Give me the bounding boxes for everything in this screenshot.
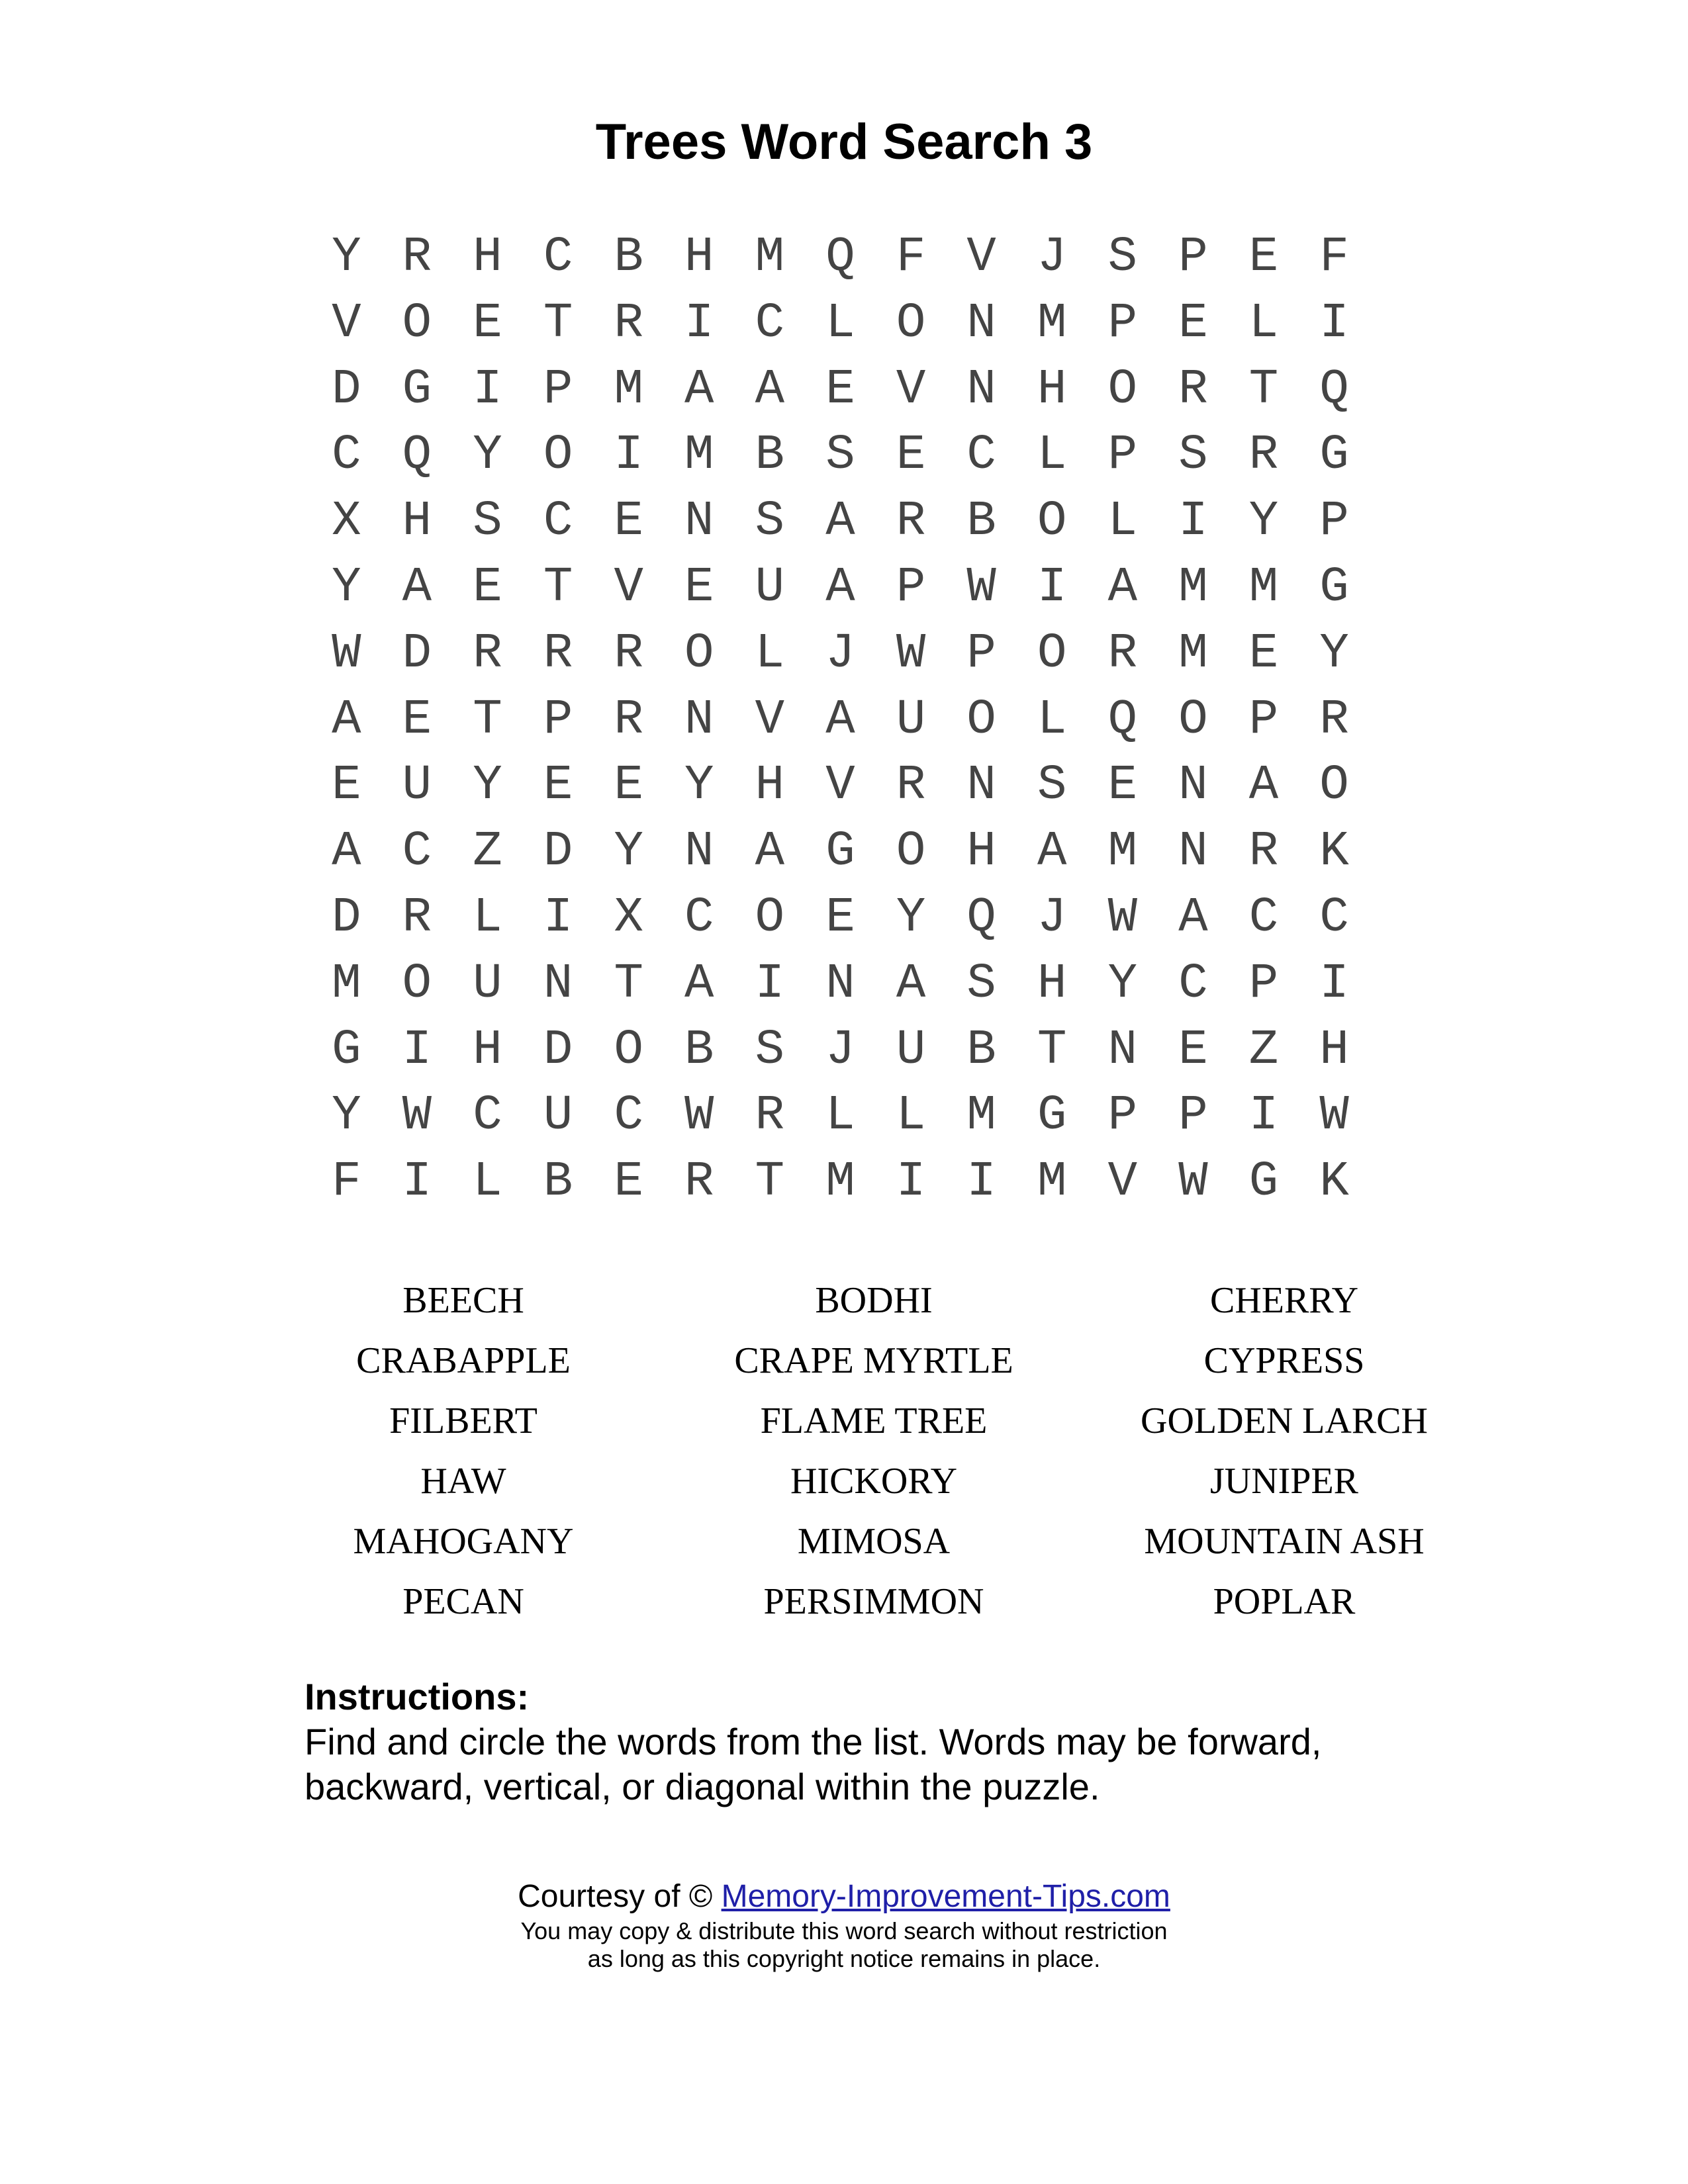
- grid-letter: L: [1037, 692, 1067, 748]
- grid-letter: O: [1319, 758, 1349, 814]
- grid-letter: O: [755, 889, 785, 946]
- grid-letter: W: [1319, 1088, 1349, 1144]
- grid-letter: O: [1037, 494, 1067, 550]
- word-list-item: HICKORY: [790, 1461, 958, 1502]
- grid-letter: D: [543, 1022, 573, 1078]
- grid-letter: E: [825, 889, 855, 946]
- grid-letter: S: [825, 428, 855, 484]
- grid-letter: P: [1178, 230, 1208, 285]
- grid-letter: M: [614, 361, 643, 418]
- grid-letter: Y: [614, 824, 643, 880]
- courtesy-prefix: Courtesy of ©: [518, 1879, 722, 1914]
- grid-letter: T: [543, 559, 573, 615]
- grid-letter: P: [1107, 295, 1138, 351]
- grid-letter: E: [402, 692, 432, 748]
- word-list-item: FLAME TREE: [760, 1400, 988, 1441]
- grid-letter: W: [684, 1088, 714, 1144]
- grid-letter: K: [1319, 824, 1349, 880]
- grid-letter: V: [1107, 1154, 1138, 1210]
- grid-letter: A: [1037, 824, 1067, 880]
- grid-letter: A: [825, 559, 855, 615]
- grid-letter: C: [1319, 889, 1349, 946]
- grid-letter: Y: [1319, 625, 1349, 682]
- grid-letter: I: [614, 428, 643, 484]
- grid-letter: A: [755, 824, 785, 880]
- grid-letter: L: [755, 625, 785, 682]
- grid-letter: T: [543, 295, 573, 351]
- grid-letter: Z: [1248, 1022, 1279, 1078]
- grid-letter: M: [1178, 625, 1208, 682]
- grid-letter: Y: [1107, 956, 1138, 1012]
- grid-letter: C: [332, 428, 361, 484]
- grid-letter: O: [896, 295, 926, 351]
- grid-letter: R: [1248, 428, 1279, 484]
- grid-letter: N: [543, 956, 573, 1012]
- word-list-item: CHERRY: [1209, 1280, 1359, 1321]
- grid-letter: P: [1107, 428, 1138, 484]
- grid-letter: Y: [896, 889, 926, 946]
- word-list-item: MOUNTAIN ASH: [1144, 1521, 1425, 1562]
- grid-letter: A: [825, 692, 855, 748]
- grid-letter: S: [1107, 230, 1138, 285]
- grid-letter: N: [825, 956, 855, 1012]
- grid-letter: R: [1248, 824, 1279, 880]
- grid-letter: Y: [473, 758, 502, 814]
- grid-letter: C: [402, 824, 432, 880]
- grid-letter: L: [473, 1154, 502, 1210]
- grid-letter: O: [896, 824, 926, 880]
- grid-letter: P: [1248, 692, 1279, 748]
- grid-letter: B: [614, 230, 643, 285]
- word-list-item: CRAPE MYRTLE: [734, 1340, 1013, 1381]
- grid-letter: U: [755, 559, 785, 615]
- instructions-body: Find and circle the words from the list. Words may be forward, backward, vertical, or diagonal within the puzzle.: [305, 1721, 1322, 1807]
- grid-letter: D: [543, 824, 573, 880]
- grid-letter: H: [966, 824, 996, 880]
- grid-letter: G: [332, 1022, 361, 1078]
- word-list-item: JUNIPER: [1209, 1461, 1359, 1502]
- grid-letter: I: [1037, 559, 1067, 615]
- grid-letter: R: [614, 692, 643, 748]
- grid-letter: H: [1037, 361, 1067, 418]
- grid-letter: T: [614, 956, 643, 1012]
- grid-letter: N: [966, 295, 996, 351]
- grid-letter: S: [1037, 758, 1067, 814]
- grid-letter: P: [966, 625, 996, 682]
- grid-letter: Y: [473, 428, 502, 484]
- grid-letter: V: [755, 692, 785, 748]
- grid-letter: L: [1248, 295, 1279, 351]
- grid-letter: W: [966, 559, 996, 615]
- grid-letter: W: [1107, 889, 1138, 946]
- grid-letter: G: [1037, 1088, 1067, 1144]
- grid-letter: N: [684, 824, 714, 880]
- grid-letter: Q: [1319, 361, 1349, 418]
- grid-letter: N: [966, 758, 996, 814]
- grid-letter: A: [896, 956, 926, 1012]
- grid-letter: O: [684, 625, 714, 682]
- grid-letter: C: [755, 295, 785, 351]
- grid-letter: I: [543, 889, 573, 946]
- grid-letter: B: [543, 1154, 573, 1210]
- grid-letter: R: [402, 230, 432, 285]
- grid-letter: M: [825, 1154, 855, 1210]
- grid-letter: P: [543, 692, 573, 748]
- grid-letter: H: [1319, 1022, 1349, 1078]
- grid-letter: H: [755, 758, 785, 814]
- grid-letter: R: [614, 625, 643, 682]
- grid-letter: E: [614, 758, 643, 814]
- grid-letter: D: [402, 625, 432, 682]
- grid-letter: F: [896, 230, 926, 285]
- grid-letter: C: [614, 1088, 643, 1144]
- grid-letter: O: [1037, 625, 1067, 682]
- grid-letter: T: [1037, 1022, 1067, 1078]
- grid-letter: Q: [966, 889, 996, 946]
- grid-letter: A: [1248, 758, 1279, 814]
- grid-letter: A: [684, 956, 714, 1012]
- grid-letter: O: [543, 428, 573, 484]
- copyright-notice-line-2: as long as this copyright notice remains in place.: [587, 1945, 1101, 1972]
- grid-letter: K: [1319, 1154, 1349, 1210]
- grid-letter: P: [1178, 1088, 1208, 1144]
- grid-letter: A: [402, 559, 432, 615]
- word-list-item: PECAN: [402, 1581, 524, 1622]
- grid-letter: S: [755, 1022, 785, 1078]
- grid-letter: N: [684, 692, 714, 748]
- grid-letter: A: [1178, 889, 1208, 946]
- grid-letter: X: [614, 889, 643, 946]
- grid-letter: U: [473, 956, 502, 1012]
- grid-letter: O: [402, 956, 432, 1012]
- grid-letter: M: [1037, 295, 1067, 351]
- grid-letter: O: [402, 295, 432, 351]
- grid-letter: R: [402, 889, 432, 946]
- grid-letter: Z: [473, 824, 502, 880]
- word-list-item: HAW: [420, 1461, 506, 1502]
- grid-letter: S: [473, 494, 502, 550]
- grid-letter: W: [402, 1088, 432, 1144]
- word-list-item: CYPRESS: [1203, 1340, 1365, 1381]
- grid-letter: R: [473, 625, 502, 682]
- grid-letter: L: [1037, 428, 1067, 484]
- grid-letter: C: [1178, 956, 1208, 1012]
- grid-letter: S: [755, 494, 785, 550]
- word-list-item: GOLDEN LARCH: [1141, 1400, 1428, 1441]
- word-list-item: POPLAR: [1213, 1581, 1356, 1622]
- word-list-item: MIMOSA: [797, 1521, 951, 1562]
- grid-letter: U: [402, 758, 432, 814]
- grid-letter: I: [473, 361, 502, 418]
- copyright-notice-line-1: You may copy & distribute this word search without restriction: [520, 1917, 1168, 1944]
- grid-letter: B: [755, 428, 785, 484]
- grid-letter: N: [1107, 1022, 1138, 1078]
- grid-letter: A: [332, 824, 361, 880]
- grid-letter: P: [543, 361, 573, 418]
- grid-letter: R: [896, 758, 926, 814]
- grid-letter: V: [966, 230, 996, 285]
- grid-letter: A: [825, 494, 855, 550]
- grid-letter: T: [755, 1154, 785, 1210]
- grid-letter: G: [1319, 559, 1349, 615]
- grid-letter: H: [402, 494, 432, 550]
- grid-letter: H: [1037, 956, 1067, 1012]
- grid-letter: E: [1178, 1022, 1208, 1078]
- word-search-grid: [311, 225, 1370, 1216]
- grid-letter: Q: [402, 428, 432, 484]
- grid-letter: M: [1037, 1154, 1067, 1210]
- grid-letter: M: [332, 956, 361, 1012]
- instructions: [305, 1674, 1430, 1809]
- grid-letter: H: [684, 230, 714, 285]
- grid-letter: N: [1178, 824, 1208, 880]
- grid-letter: I: [684, 295, 714, 351]
- word-list-item: BEECH: [402, 1280, 524, 1321]
- grid-letter: V: [614, 559, 643, 615]
- grid-letter: I: [1248, 1088, 1279, 1144]
- grid-letter: C: [1248, 889, 1279, 946]
- grid-letter: Q: [1107, 692, 1138, 748]
- grid-letter: G: [1248, 1154, 1279, 1210]
- grid-letter: S: [966, 956, 996, 1012]
- grid-letter: I: [1178, 494, 1208, 550]
- word-list-item: MAHOGANY: [353, 1521, 574, 1562]
- grid-letter: P: [1319, 494, 1349, 550]
- grid-letter: C: [684, 889, 714, 946]
- grid-letter: M: [1178, 559, 1208, 615]
- word-list-item: PERSIMMON: [763, 1581, 984, 1622]
- grid-letter: L: [1107, 494, 1138, 550]
- grid-letter: Y: [1248, 494, 1279, 550]
- grid-letter: E: [1107, 758, 1138, 814]
- grid-letter: O: [966, 692, 996, 748]
- grid-letter: R: [1107, 625, 1138, 682]
- grid-letter: D: [332, 361, 361, 418]
- site-link[interactable]: Memory-Improvement-Tips.com: [721, 1879, 1170, 1914]
- grid-letter: E: [684, 559, 714, 615]
- grid-letter: E: [473, 295, 502, 351]
- grid-letter: V: [332, 295, 361, 351]
- grid-letter: O: [614, 1022, 643, 1078]
- grid-letter: T: [1248, 361, 1279, 418]
- grid-letter: I: [402, 1022, 432, 1078]
- grid-letter: A: [332, 692, 361, 748]
- grid-letter: B: [966, 1022, 996, 1078]
- grid-letter: E: [896, 428, 926, 484]
- grid-letter: X: [332, 494, 361, 550]
- grid-letter: C: [543, 230, 573, 285]
- grid-letter: R: [1178, 361, 1208, 418]
- grid-letter: Y: [332, 559, 361, 615]
- grid-letter: O: [1107, 361, 1138, 418]
- grid-letter: V: [896, 361, 926, 418]
- grid-letter: L: [825, 1088, 855, 1144]
- grid-letter: R: [896, 494, 926, 550]
- grid-letter: E: [473, 559, 502, 615]
- grid-letter: W: [896, 625, 926, 682]
- instructions-heading: Instructions:: [305, 1676, 530, 1717]
- word-list-item: BODHI: [815, 1280, 933, 1321]
- grid-letter: B: [684, 1022, 714, 1078]
- courtesy-line: [0, 1876, 1688, 1917]
- grid-letter: P: [1248, 956, 1279, 1012]
- grid-letter: E: [1178, 295, 1208, 351]
- grid-letter: F: [332, 1154, 361, 1210]
- grid-letter: E: [614, 494, 643, 550]
- grid-letter: H: [473, 230, 502, 285]
- grid-letter: J: [825, 625, 855, 682]
- grid-letter: U: [896, 1022, 926, 1078]
- grid-letter: I: [755, 956, 785, 1012]
- grid-letter: G: [402, 361, 432, 418]
- grid-letter: J: [1037, 230, 1067, 285]
- grid-letter: L: [896, 1088, 926, 1144]
- grid-letter: D: [332, 889, 361, 946]
- grid-letter: R: [1319, 692, 1349, 748]
- grid-letter: H: [473, 1022, 502, 1078]
- grid-letter: G: [825, 824, 855, 880]
- grid-letter: A: [684, 361, 714, 418]
- grid-letter: E: [543, 758, 573, 814]
- grid-letter: M: [755, 230, 785, 285]
- grid-letter: Q: [825, 230, 855, 285]
- grid-letter: I: [1319, 956, 1349, 1012]
- grid-letter: E: [332, 758, 361, 814]
- word-list-item: FILBERT: [389, 1400, 538, 1441]
- word-list-item: CRABAPPLE: [356, 1340, 571, 1381]
- grid-letter: W: [1178, 1154, 1208, 1210]
- grid-letter: B: [966, 494, 996, 550]
- grid-letter: I: [896, 1154, 926, 1210]
- grid-letter: P: [1107, 1088, 1138, 1144]
- grid-letter: M: [1248, 559, 1279, 615]
- grid-letter: G: [1319, 428, 1349, 484]
- grid-letter: W: [332, 625, 361, 682]
- grid-letter: M: [966, 1088, 996, 1144]
- grid-letter: E: [825, 361, 855, 418]
- grid-letter: Y: [332, 230, 361, 285]
- grid-letter: U: [543, 1088, 573, 1144]
- grid-letter: E: [1248, 230, 1279, 285]
- grid-letter: V: [825, 758, 855, 814]
- grid-letter: E: [614, 1154, 643, 1210]
- grid-letter: Y: [332, 1088, 361, 1144]
- grid-letter: I: [402, 1154, 432, 1210]
- word-list: [278, 1271, 1470, 1632]
- grid-letter: T: [473, 692, 502, 748]
- grid-letter: C: [473, 1088, 502, 1144]
- grid-letter: O: [1178, 692, 1208, 748]
- grid-letter: R: [684, 1154, 714, 1210]
- grid-letter: N: [1178, 758, 1208, 814]
- grid-letter: N: [684, 494, 714, 550]
- grid-letter: F: [1319, 230, 1349, 285]
- grid-letter: J: [825, 1022, 855, 1078]
- grid-letter: A: [755, 361, 785, 418]
- footer: [0, 1876, 1688, 1973]
- grid-letter: L: [473, 889, 502, 946]
- grid-letter: P: [896, 559, 926, 615]
- grid-letter: E: [1248, 625, 1279, 682]
- grid-letter: U: [896, 692, 926, 748]
- grid-letter: I: [1319, 295, 1349, 351]
- grid-letter: C: [966, 428, 996, 484]
- grid-letter: N: [966, 361, 996, 418]
- grid-letter: R: [543, 625, 573, 682]
- grid-letter: J: [1037, 889, 1067, 946]
- grid-letter: Y: [684, 758, 714, 814]
- grid-letter: S: [1178, 428, 1208, 484]
- grid-letter: R: [755, 1088, 785, 1144]
- grid-letter: C: [543, 494, 573, 550]
- grid-letter: I: [966, 1154, 996, 1210]
- grid-letter: M: [1107, 824, 1138, 880]
- grid-letter: L: [825, 295, 855, 351]
- grid-letter: A: [1107, 559, 1138, 615]
- page-title: Trees Word Search 3: [595, 114, 1093, 170]
- grid-letter: R: [614, 295, 643, 351]
- grid-letter: M: [684, 428, 714, 484]
